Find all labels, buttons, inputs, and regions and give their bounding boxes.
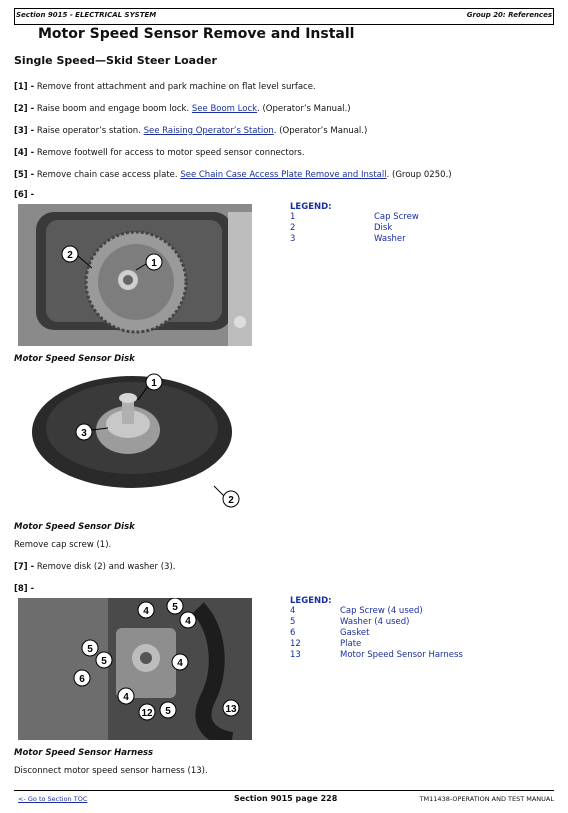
page-header — [14, 8, 554, 25]
legend-2-row: 6 Gasket — [290, 628, 370, 638]
sensor-harness-photo — [18, 598, 252, 740]
step-4: [4] - Remove footwell for access to motor speed sensor connectors. — [14, 148, 305, 158]
legend-2 — [290, 596, 510, 661]
callout-4: 4 — [143, 606, 149, 617]
callout-4: 4 — [185, 616, 191, 627]
step-2: [2] - Raise boom and engage boom lock. See Boom Lock. (Operator’s Manual.) — [14, 104, 351, 114]
legend-1-row: 3 Washer — [290, 234, 406, 244]
page-title: Motor Speed Sensor Remove and Install — [38, 26, 355, 42]
callout-3: 3 — [81, 428, 87, 439]
figure-3-caption: Motor Speed Sensor Harness — [14, 748, 154, 758]
callout-4: 4 — [123, 692, 129, 703]
step-6: [6] - — [14, 190, 35, 200]
sensor-disk-installed-photo — [18, 204, 252, 346]
footer-manual: TM11438-OPERATION AND TEST MANUAL — [419, 795, 554, 803]
legend-1-row: 2 Disk — [290, 223, 393, 233]
header-group: Group 20: References — [466, 11, 552, 19]
callout-6: 6 — [79, 674, 85, 685]
legend-1-row: 1 Cap Screw — [290, 212, 419, 222]
step-7: [7] - Remove disk (2) and washer (3). — [14, 562, 176, 572]
chain-case-link[interactable]: See Chain Case Access Plate Remove and Install — [180, 170, 387, 180]
sensor-disk-photo — [18, 370, 252, 512]
boom-lock-link[interactable]: See Boom Lock — [191, 104, 258, 114]
callout-4: 4 — [177, 658, 183, 669]
legend-2-row: 13 Motor Speed Sensor Harness — [290, 650, 463, 660]
section-toc-link[interactable]: <- Go to Section TOC — [18, 795, 88, 803]
legend-1-title: LEGEND: — [290, 202, 332, 212]
legend-2-row: 5 Washer (4 used) — [290, 617, 410, 627]
step-8: [8] - — [14, 584, 35, 594]
footer-page-number: Section 9015 page 228 — [234, 794, 338, 803]
legend-1 — [290, 202, 490, 245]
raising-station-link[interactable]: See Raising Operator’s Station — [143, 126, 274, 136]
callout-5: 5 — [87, 644, 93, 655]
step-3: [3] - Raise operator’s station. See Raising Operator’s Station. (Operator’s Manual.) — [14, 126, 368, 136]
callout-2: 2 — [67, 250, 73, 261]
callout-1: 1 — [151, 378, 157, 389]
callout-5: 5 — [172, 602, 178, 613]
step-1: [1] - Remove front attachment and park machine on flat level surface. — [14, 82, 316, 92]
disconnect-text: Disconnect motor speed sensor harness (13). — [14, 766, 208, 776]
legend-2-row: 12 Plate — [290, 639, 362, 649]
step-5: [5] - Remove chain case access plate. See Chain Case Access Plate Remove and Install. (Group 0250.) — [14, 170, 452, 180]
remove-cap-text: Remove cap screw (1). — [14, 540, 112, 550]
page-footer — [14, 790, 554, 805]
header-section: Section 9015 - ELECTRICAL SYSTEM — [16, 11, 157, 19]
callout-13: 13 — [225, 704, 237, 715]
legend-2-row: 4 Cap Screw (4 used) — [290, 606, 423, 616]
callout-5: 5 — [165, 706, 171, 717]
subtitle: Single Speed—Skid Steer Loader — [14, 54, 217, 67]
callout-5: 5 — [101, 656, 107, 667]
callout-1: 1 — [151, 258, 157, 269]
legend-2-title: LEGEND: — [290, 596, 332, 606]
callout-12: 12 — [141, 708, 153, 719]
callout-2: 2 — [228, 495, 234, 506]
figure-2-caption: Motor Speed Sensor Disk — [14, 522, 135, 532]
figure-1-caption: Motor Speed Sensor Disk — [14, 354, 135, 364]
